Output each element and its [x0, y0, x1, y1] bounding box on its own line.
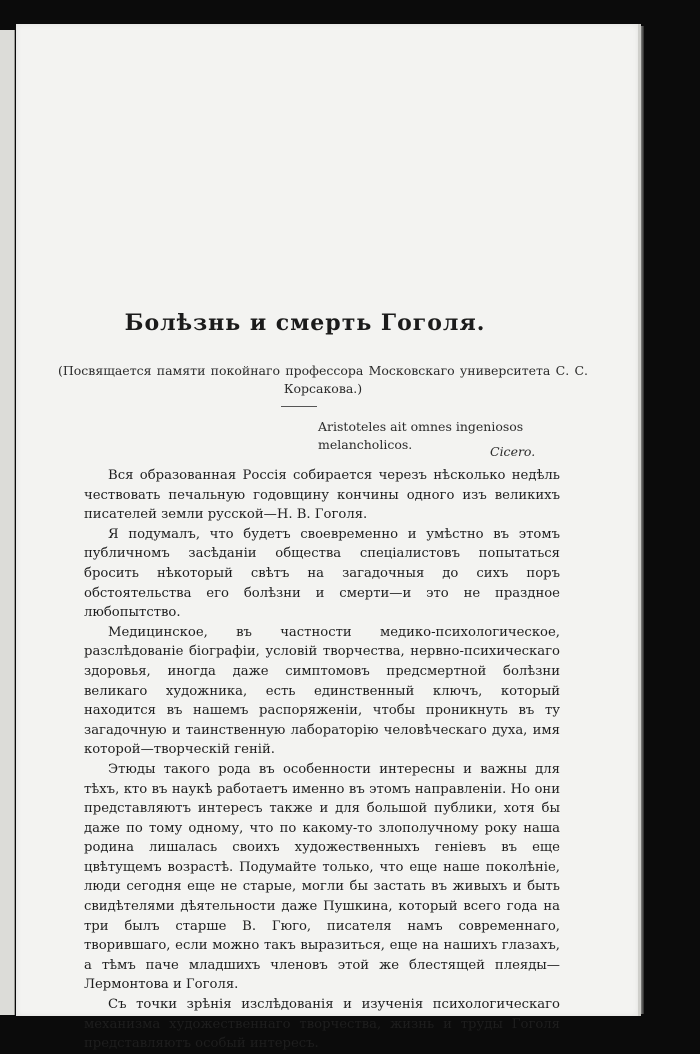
paragraph-4: Этюды такого рода въ особенности интересны и важны для тѣхъ, кто въ наукѣ работаетъ именно въ этомъ направленіи. Но они представляютъ интересъ также и для большой публики, хотя бы даже по тому одному, что по какому-то злополучному року наша родина лишалась своихъ художественныхъ геніевъ въ еще цвѣтущемъ возрастѣ. Подумайте только, что еще наше поколѣніе, люди сегодня еще не старые, могли бы застать въ живыхъ и быть свидѣтелями дѣятельности даже Пушкина, который всего года на три былъ старше В. Гюго, писателя намъ современнаго, творившаго, если можно такъ выразиться, еще на нашихъ глазахъ, а тѣмъ паче младшихъ членовъ этой же блестящей плеяды—Лермонтова и Гоголя. — [84, 761, 560, 993]
epigraph-text: Aristoteles ait omnes ingeniosos melancholicos. — [318, 419, 524, 452]
separator-rule — [281, 406, 317, 407]
article-title: Болѣзнь и смерть Гоголя. — [124, 310, 486, 336]
document-page — [16, 24, 641, 1052]
paragraph-3: Медицинское, въ частности медико-психологическое, разслѣдованіе біографіи, условій творчества, нервно-психическаго здоровья, иногда даже симптомовъ предсмертной болѣзни великаго художника, есть единственный ключъ, который находится въ нашемъ распоряженіи, чтобы проникнуть въ ту загадочную и таинственную лабораторію человѣческаго духа, имя которой—творческій геній. — [84, 624, 560, 758]
adjacent-page-edge — [0, 30, 15, 1015]
dedication-line: (Посвящается памяти покойнаго профессора Московскаго университета С. С. Корсакова.) — [58, 363, 588, 396]
paragraph-5: Съ точки зрѣнія изслѣдованія и изученія психологическаго механизма художественнаго творчества, жизнь и труды Гоголя представляютъ особый интересъ. — [84, 997, 560, 1052]
epigraph-author: Cicero. — [490, 444, 536, 459]
article-body — [84, 466, 560, 1054]
paragraph-1: Вся образованная Россія собирается черезъ нѣсколько недѣль чествовать печальную годовщину кончины одного изъ великихъ писателей земли русской—Н. В. Гоголя. — [84, 468, 560, 523]
paragraph-2: Я подумалъ, что будетъ своевременно и умѣстно въ этомъ публичномъ засѣданіи общества спеціалистовъ попытаться бросить нѣкоторый свѣтъ на загадочныя до сихъ поръ обстоятельства его болѣзни и смерти—и это не праздное любопытство. — [84, 526, 560, 621]
